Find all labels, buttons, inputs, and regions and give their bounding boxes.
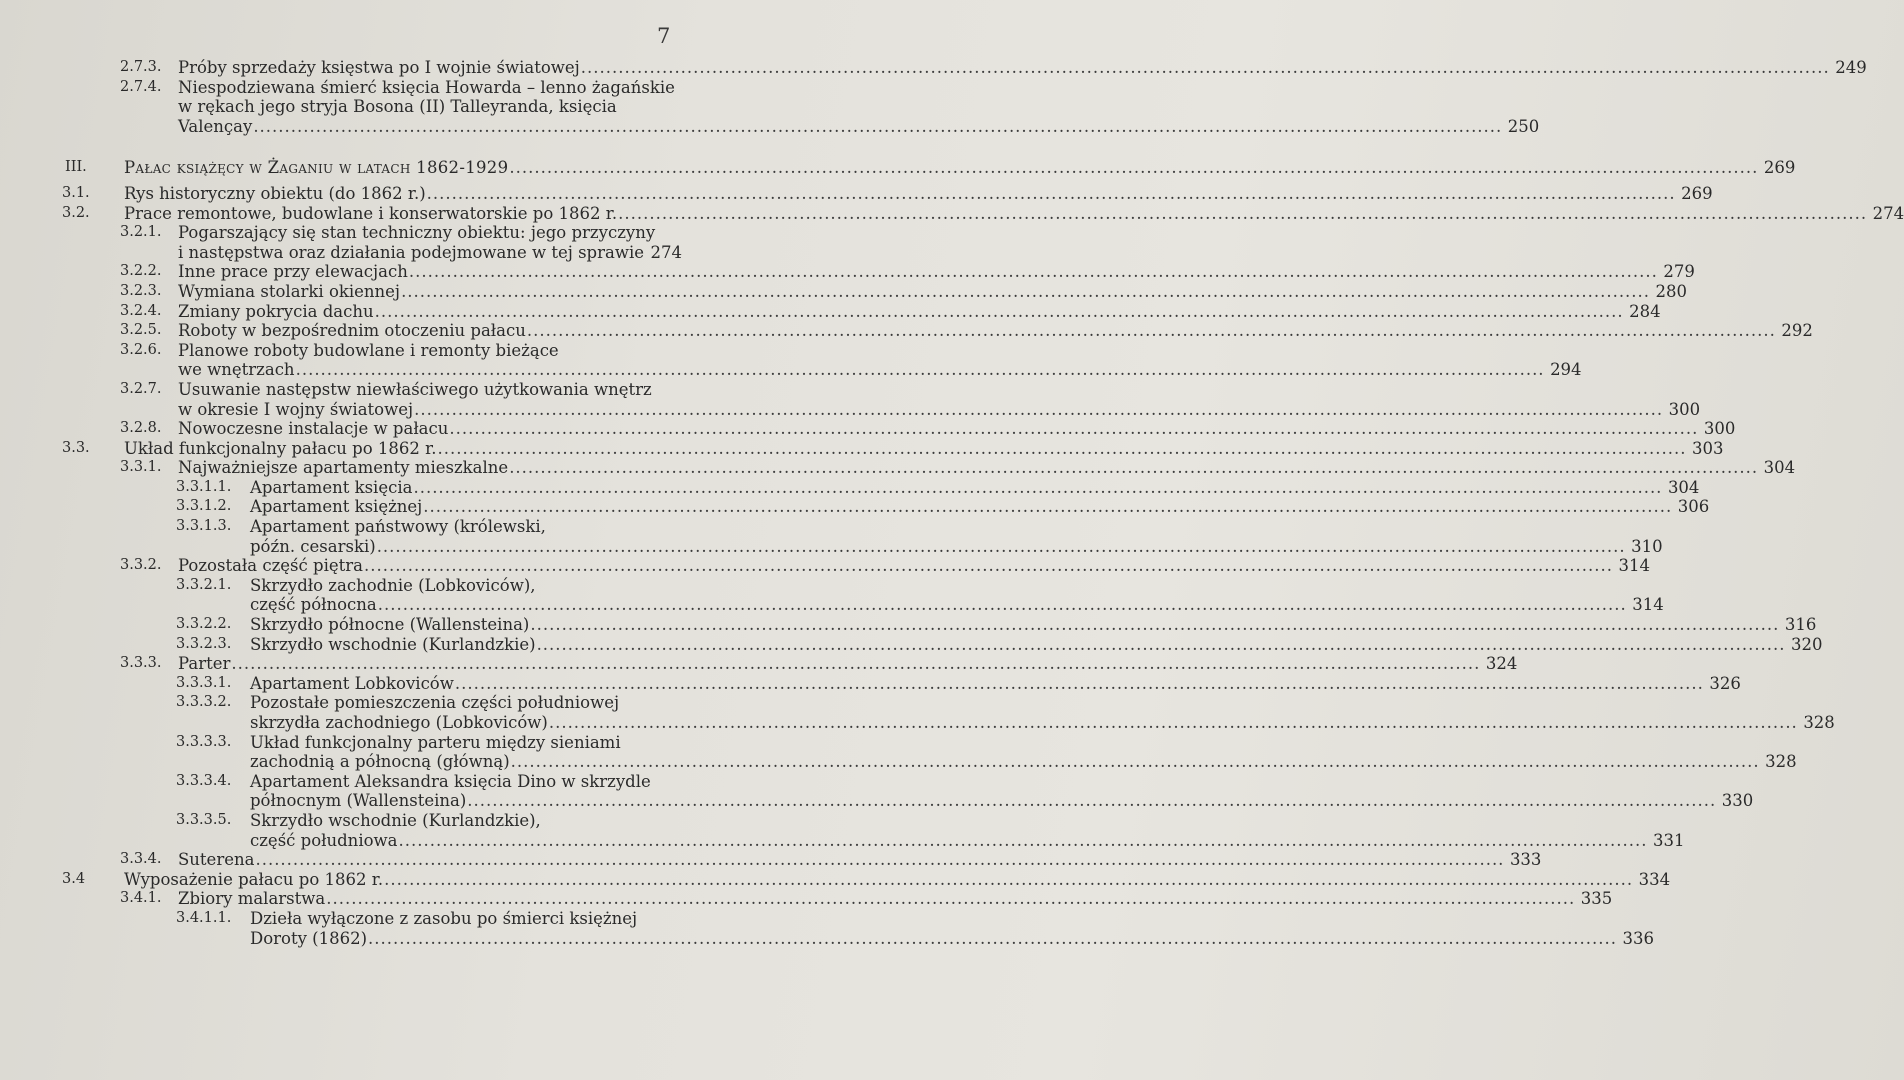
entry-page-number: 320 bbox=[1791, 634, 1823, 654]
entry-page-number: 250 bbox=[1507, 116, 1540, 136]
dot-leader: ........................................................................................................................................................................................................ bbox=[398, 830, 1648, 850]
dot-leader: ........................................................................................................................................................................................................ bbox=[414, 399, 1664, 419]
entry-number: 2.7.3. bbox=[120, 59, 162, 75]
entry-number: 3.3.3.4. bbox=[176, 772, 232, 789]
dot-leader: ........................................................................................................................................................................................................ bbox=[530, 615, 1780, 635]
entry-number: 3.2.4. bbox=[120, 302, 162, 319]
entry-title-line: skrzydła zachodniego (Lobkoviców) bbox=[250, 713, 548, 732]
dot-leader: ........................................................................................................................................................................................................ bbox=[509, 458, 1759, 478]
toc-entry bbox=[0, 379, 1701, 419]
entry-number: 3.2.7. bbox=[120, 380, 162, 397]
entry-page-number: 279 bbox=[1663, 262, 1695, 282]
entry-title-line: Inne prace przy elewacjach bbox=[178, 262, 408, 282]
toc-entry bbox=[0, 77, 1540, 137]
entry-title-line: Zbiory malarstwa bbox=[178, 889, 326, 909]
entry-title-line: Najważniejsze apartamenty mieszkalne bbox=[178, 458, 509, 478]
entry-page-number: 333 bbox=[1509, 850, 1542, 870]
entry-page-number: 314 bbox=[1632, 595, 1664, 615]
entry-page-number: 284 bbox=[1629, 301, 1661, 321]
dot-leader: ........................................................................................................................................................................................................ bbox=[536, 634, 1786, 654]
toc-entry bbox=[0, 340, 1582, 380]
toc-entry bbox=[0, 517, 1663, 556]
entry-title-line: w okresie I wojny światowej bbox=[178, 399, 414, 419]
entry-page-number: 335 bbox=[1580, 889, 1613, 909]
entry-title-line: Skrzydło wschodnie (Kurlandzkie) bbox=[250, 634, 536, 654]
entry-page-number: 334 bbox=[1638, 869, 1671, 889]
dot-leader: ........................................................................................................................................................................................................ bbox=[423, 497, 1673, 517]
entry-title-line: Pozostałe pomieszczenia części południowej bbox=[250, 693, 620, 713]
dot-leader: ........................................................................................................................................................................................................ bbox=[437, 438, 1687, 458]
entry-title-line: Valençay bbox=[178, 116, 253, 136]
entry-number: 3.4 bbox=[62, 870, 86, 887]
entry-number: 3.3. bbox=[62, 439, 90, 456]
entry-title-line: Apartament Lobkoviców bbox=[250, 673, 454, 693]
dot-leader: ........................................................................................................................................................................................................ bbox=[467, 791, 1717, 811]
entry-page-number: 274 bbox=[1872, 203, 1904, 223]
entry-title-line: Parter bbox=[178, 654, 231, 674]
dot-leader: ........................................................................................................................................................................................................ bbox=[231, 654, 1481, 674]
entry-title-line: Niespodziewana śmierć księcia Howarda – lenno żagańskie bbox=[178, 77, 675, 97]
entry-title-line: we wnętrzach bbox=[178, 360, 295, 380]
toc-entry bbox=[0, 458, 1796, 478]
entry-title-line: północnym (Wallensteina) bbox=[250, 791, 467, 811]
entry-title-line: Pogarszający się stan techniczny obiektu: jego przyczyny bbox=[178, 223, 656, 243]
dot-leader: ........................................................................................................................................................................................................ bbox=[377, 595, 1627, 615]
entry-number: 3.1. bbox=[62, 184, 90, 201]
dot-leader: ........................................................................................................................................................................................................ bbox=[326, 889, 1576, 909]
dot-leader: ........................................................................................................................................................................................................ bbox=[255, 850, 1505, 870]
entry-title-line: i następstwa oraz działania podejmowane w tej sprawie bbox=[178, 242, 645, 262]
toc-entry bbox=[0, 223, 747, 262]
entry-number: 2.7.4. bbox=[120, 78, 162, 95]
toc-entry bbox=[0, 850, 1542, 870]
entry-number: 3.2.3. bbox=[120, 282, 162, 299]
entry-number: 3.2.6. bbox=[120, 341, 162, 358]
entry-number: 3.3.1.2. bbox=[176, 498, 232, 515]
entry-page-number: 304 bbox=[1763, 458, 1796, 478]
entry-title-line: Układ funkcjonalny parteru między sieniami bbox=[250, 732, 621, 752]
entry-title-line: Usuwanie następstw niewłaściwego użytkowania wnętrz bbox=[178, 379, 652, 399]
entry-number: 3.3.2.3. bbox=[176, 635, 232, 652]
entry-number: 3.4.1. bbox=[120, 890, 162, 907]
table-of-contents bbox=[0, 58, 1904, 948]
entry-title-line: Apartament księżnej bbox=[250, 497, 423, 517]
toc-entry bbox=[0, 203, 1904, 224]
dot-leader: ........................................................................................................................................................................................................ bbox=[510, 752, 1760, 772]
entry-number: 3.3.3. bbox=[120, 655, 162, 672]
page-number: 7 bbox=[657, 24, 671, 48]
toc-entry bbox=[0, 693, 1835, 732]
dot-leader: ........................................................................................................................................................................................................ bbox=[295, 360, 1545, 380]
toc-entry bbox=[0, 281, 1688, 302]
entry-title-line: Zmiany pokrycia dachu bbox=[178, 301, 374, 321]
dot-leader: ........................................................................................................................................................................................................ bbox=[580, 58, 1830, 77]
entry-number: 3.2.5. bbox=[120, 322, 162, 339]
entry-page-number: 303 bbox=[1691, 438, 1724, 458]
toc-entry bbox=[0, 556, 1650, 576]
dot-leader: ........................................................................................................................................................................................................ bbox=[449, 419, 1699, 439]
dot-leader: ........................................................................................................................................................................................................ bbox=[368, 928, 1618, 948]
toc-entry bbox=[0, 575, 1664, 615]
entry-title-line: Skrzydło północne (Wallensteina) bbox=[250, 615, 530, 635]
entry-title-line: Rys historyczny obiektu (do 1862 r.) bbox=[124, 183, 426, 203]
toc-entry bbox=[0, 732, 1797, 772]
toc-entry bbox=[0, 477, 1700, 498]
entry-page-number: 269 bbox=[1681, 183, 1713, 203]
entry-number: 3.2. bbox=[62, 204, 90, 221]
dot-leader: ........................................................................................................................................................................................................ bbox=[454, 673, 1704, 693]
entry-number: 3.3.2. bbox=[120, 557, 162, 574]
entry-title-line: Pałac książęcy w Żaganiu w latach 1862-1929 bbox=[124, 158, 509, 178]
entry-title-line: w rękach jego stryja Bosona (II) Talleyranda, księcia bbox=[178, 97, 617, 117]
toc-entry bbox=[0, 158, 1796, 178]
entry-number: 3.3.3.3. bbox=[176, 733, 232, 750]
entry-page-number: 328 bbox=[1765, 752, 1797, 772]
entry-title-line: Apartament Aleksandra księcia Dino w skrzydle bbox=[250, 771, 651, 791]
entry-title-line: późn. cesarski) bbox=[250, 536, 376, 556]
entry-number: 3.3.3.5. bbox=[176, 811, 232, 828]
toc-entry bbox=[0, 183, 1713, 204]
toc-entry bbox=[0, 869, 1671, 890]
entry-page-number: 314 bbox=[1618, 556, 1650, 576]
entry-number: III. bbox=[65, 159, 87, 176]
entry-page-number: 326 bbox=[1709, 673, 1741, 693]
entry-number: 3.3.2.2. bbox=[176, 616, 232, 633]
toc-entry bbox=[0, 654, 1518, 674]
entry-title-line: Dzieła wyłączone z zasobu po śmierci księżnej bbox=[250, 908, 638, 928]
entry-title-line: Skrzydło zachodnie (Lobkoviców), bbox=[250, 575, 536, 595]
entry-title-line: część północna bbox=[250, 595, 377, 615]
entry-page-number: 330 bbox=[1721, 791, 1754, 811]
dot-leader: ........................................................................................................................................................................................................ bbox=[401, 281, 1651, 301]
entry-title-line: Układ funkcjonalny pałacu po 1862 r. bbox=[124, 438, 437, 458]
entry-title-line: Nowoczesne instalacje w pałacu bbox=[178, 419, 449, 439]
entry-page-number: 336 bbox=[1622, 928, 1655, 948]
entry-page-number: 249 bbox=[1835, 58, 1867, 77]
entry-number: 3.3.2.1. bbox=[176, 576, 232, 593]
entry-number: 3.2.8. bbox=[120, 420, 162, 437]
entry-page-number: 316 bbox=[1784, 615, 1817, 635]
toc-entry bbox=[0, 615, 1817, 635]
toc-entry bbox=[0, 908, 1655, 948]
entry-title-line: Roboty w bezpośrednim otoczeniu pałacu bbox=[178, 321, 526, 341]
dot-leader: ........................................................................................................................................................................................................ bbox=[526, 321, 1776, 341]
entry-number: 3.3.4. bbox=[120, 851, 162, 868]
dot-leader: ........................................................................................................................................................................................................ bbox=[426, 183, 1676, 203]
dot-leader: ........................................................................................................................................................................................................ bbox=[374, 301, 1624, 321]
toc-entry bbox=[0, 419, 1736, 439]
dot-leader: ........................................................................................................................................................................................................ bbox=[509, 158, 1759, 178]
toc-entry bbox=[0, 58, 1867, 78]
toc-entry bbox=[0, 438, 1724, 459]
entry-page-number: 304 bbox=[1667, 477, 1700, 497]
entry-title-line: Doroty (1862) bbox=[250, 928, 368, 948]
entry-title-line: Wymiana stolarki okiennej bbox=[178, 281, 401, 301]
entry-number: 3.3.3.1. bbox=[176, 674, 232, 691]
entry-title-line: Apartament państwowy (królewski, bbox=[250, 517, 546, 537]
entry-title-line: Pozostała część piętra bbox=[178, 556, 363, 576]
entry-page-number: 331 bbox=[1652, 830, 1685, 850]
entry-page-number: 274 bbox=[650, 242, 683, 262]
entry-title-line: część południowa bbox=[250, 830, 398, 850]
entry-number: 3.4.1.1. bbox=[176, 909, 232, 926]
dot-leader: ........................................................................................................................................................................................................ bbox=[413, 477, 1663, 497]
entry-number: 3.3.1.3. bbox=[176, 518, 232, 535]
entry-page-number: 300 bbox=[1668, 399, 1701, 419]
entry-title-line: Prace remontowe, budowlane i konserwatorskie po 1862 r. bbox=[124, 203, 618, 223]
entry-title-line: Suterena bbox=[178, 850, 255, 870]
entry-page-number: 306 bbox=[1677, 497, 1710, 517]
entry-title-line: Skrzydło wschodnie (Kurlandzkie), bbox=[250, 810, 541, 830]
dot-leader: ........................................................................................................................................................................................................ bbox=[618, 203, 1868, 223]
entry-page-number: 269 bbox=[1763, 158, 1796, 178]
entry-page-number: 280 bbox=[1655, 281, 1688, 301]
dot-leader: ........................................................................................................................................................................................................ bbox=[408, 262, 1658, 282]
entry-page-number: 310 bbox=[1631, 536, 1663, 556]
entry-page-number: 328 bbox=[1803, 713, 1835, 732]
toc-entry bbox=[0, 321, 1813, 341]
entry-page-number: 300 bbox=[1703, 419, 1736, 439]
entry-page-number: 294 bbox=[1550, 360, 1582, 380]
entry-page-number: 324 bbox=[1485, 654, 1518, 674]
entry-number: 3.3.1. bbox=[120, 459, 162, 476]
toc-entry bbox=[0, 889, 1613, 909]
toc-entry bbox=[0, 771, 1754, 811]
toc-entry bbox=[0, 262, 1695, 282]
entry-number: 3.3.1.1. bbox=[176, 478, 232, 495]
entry-title-line: Wyposażenie pałacu po 1862 r. bbox=[124, 869, 384, 889]
toc-entry bbox=[0, 497, 1710, 517]
entry-title-line: Apartament księcia bbox=[250, 477, 413, 497]
toc-entry bbox=[0, 810, 1685, 850]
entry-title-line: Próby sprzedaży księstwa po I wojnie światowej bbox=[178, 58, 580, 77]
entry-title-line: Planowe roboty budowlane i remonty bieżące bbox=[178, 340, 559, 360]
entry-number: 3.2.2. bbox=[120, 263, 162, 280]
dot-leader: ........................................................................................................................................................................................................ bbox=[376, 536, 1626, 556]
entry-title-line: zachodnią a północną (główną) bbox=[250, 752, 510, 772]
entry-number: 3.3.3.2. bbox=[176, 694, 232, 711]
entry-number: 3.2.1. bbox=[120, 224, 162, 241]
toc-entry bbox=[0, 634, 1823, 655]
toc-entry bbox=[0, 301, 1661, 322]
entry-page-number: 292 bbox=[1781, 321, 1813, 341]
dot-leader: ........................................................................................................................................................................................................ bbox=[363, 556, 1613, 576]
dot-leader: ........................................................................................................................................................................................................ bbox=[548, 713, 1798, 732]
dot-leader: ........................................................................................................................................................................................................ bbox=[384, 869, 1634, 889]
dot-leader: ........................................................................................................................................................................................................ bbox=[253, 116, 1503, 136]
toc-entry bbox=[0, 673, 1741, 694]
